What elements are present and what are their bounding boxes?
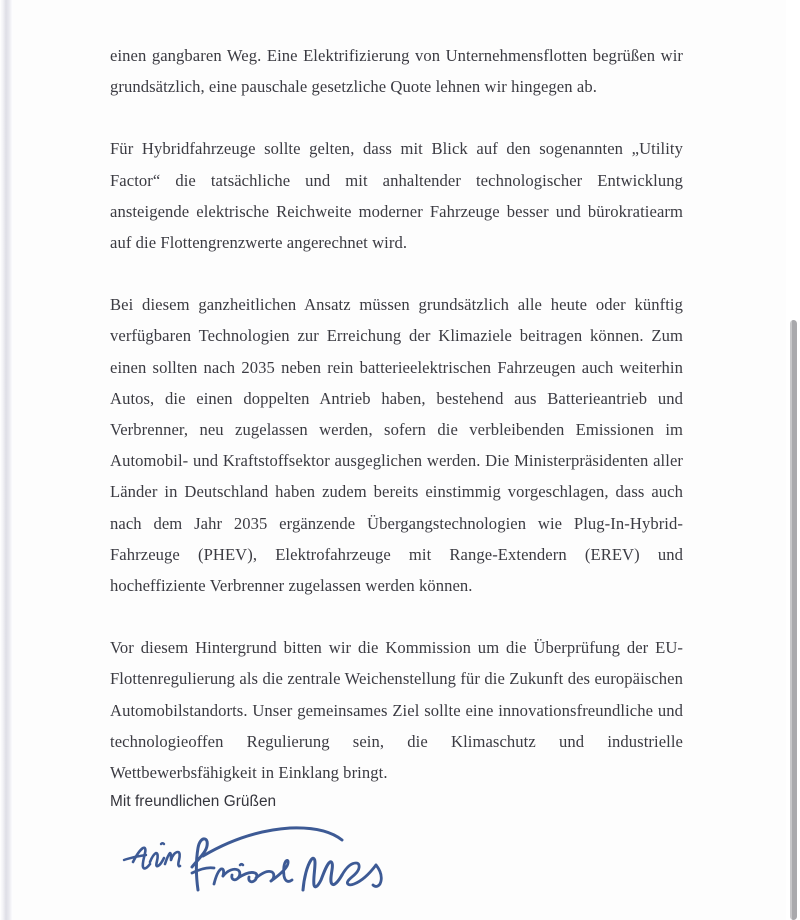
paragraph-1: einen gangbaren Weg. Eine Elektrifizierung von Unternehmensflotten begrüßen wir grundsätzlich, eine pauschale gesetzliche Quote lehnen wir hingegen ab. [110,46,683,97]
closing-salutation: Mit freundlichen Grüßen [110,793,277,810]
paragraph-3: Bei diesem ganzheitlichen Ansatz müssen grundsätzlich alle heute oder künftig verfügbaren Technologien zur Erreichung der Klimaziele beitragen können. Zum einen sollten nach 2035 neben rein batterieelektrischen Fahrzeugen auch weiterhin Autos, die einen doppelten Antrieb haben, bestehend aus Batterieantrieb und Verbrenner, neu zugelassen werden, sofern die verbleibenden Emissionen im Automobil- und Kraftstoffsektor ausgeglichen werden. Die Ministerpräsidenten aller Länder in Deutschland haben zudem bereits einstimmig vorgeschlagen, dass auch nach dem Jahr 2035 ergänzende Übergangstechnologien wie Plug-In-Hybrid-Fahrzeuge (PHEV), Elektrofahrzeuge mit Range-Extendern (EREV) und hocheffiziente Verbrenner zugelassen werden können. [110,295,683,596]
paragraph-4: Vor diesem Hintergrund bitten wir die Kommission um die Überprüfung der EU-Flottenregulierung als die zentrale Weichenstellung für die Zukunft des europäischen Automobilstandorts. Unser gemeinsames Ziel sollte eine innovationsfreundliche und technologieoffen Regulierung sein, die Klimaschutz und industrielle Wettbewerbsfähigkeit in Einklang bringt. [110,638,683,783]
signature [110,818,430,900]
page-left-edge-shadow [0,0,13,920]
letter-page [13,0,786,920]
paragraph-2: Für Hybridfahrzeuge sollte gelten, dass mit Blick auf den sogenannten „Utility Factor“ die tatsächliche und mit anhaltender technologischer Entwicklung ansteigende elektrische Reichweite moderner Fahrzeuge besser und bürokratiearm auf die Flottengrenzwerte angerechnet wird. [110,139,683,253]
closing-block [110,792,683,900]
vertical-scrollbar-thumb[interactable] [790,320,797,920]
vertical-scrollbar-track[interactable] [786,0,800,920]
letter-body [110,40,683,788]
